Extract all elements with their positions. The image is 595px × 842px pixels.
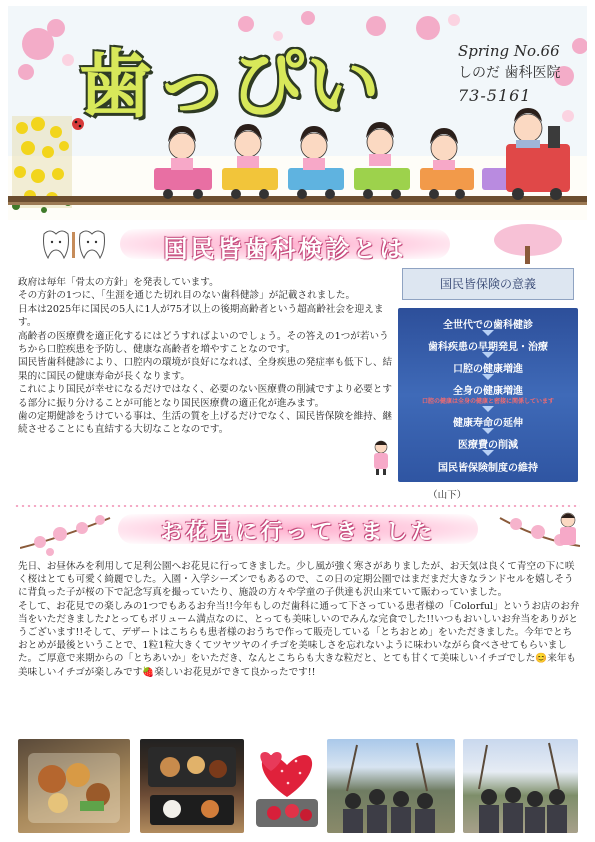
cherry-tree-icon — [486, 222, 570, 266]
group-photo — [327, 739, 455, 833]
down-arrow-icon — [482, 428, 494, 434]
section-title-banner — [118, 514, 478, 544]
issue-info — [458, 42, 586, 105]
meal-photo — [140, 739, 244, 833]
down-arrow-icon — [482, 330, 494, 336]
paragraph: 政府は毎年「骨太の方針」を発表しています。 — [18, 277, 219, 288]
flow-step: 全世代での歯科健診 — [443, 320, 533, 331]
paragraph: 先日、お昼休みを利用して足利公園へお花見に行ってきました。少し風が強く寒さがありましたが、お天気は良くて青空の下に咲く桜はとても可愛く綺麗でした。入園・入学シーズンでもあるので、この日の定期公園ではまだまだ大きなランドセルを嬉しそうに背負った子が桜の下で記念写真を撮っていたり、施設の方々や学童の子供達も沢山来ていて賑わっていました。 — [18, 561, 575, 599]
bento-photo — [18, 739, 130, 833]
section-title-banner — [120, 229, 450, 263]
flow-step: 歯科疾患の早期発見・治療 — [428, 342, 548, 353]
down-arrow-icon — [482, 374, 494, 380]
flow-step: 口腔の健康増進 — [453, 364, 523, 375]
heart-icon — [258, 750, 284, 772]
down-arrow-icon — [482, 450, 494, 456]
paragraph: 歯の定期健診をうけている事は、生活の質を上げるだけでなく、国民皆保険を維持、継続させることにも直結する大切なことなのです。 — [18, 411, 392, 436]
section-title: 国民皆歯科検診とは — [163, 235, 407, 263]
newsletter-title: 歯っぴい — [78, 42, 382, 128]
section-divider — [14, 505, 580, 507]
flow-step: 健康寿命の延伸 — [453, 418, 523, 429]
group-photo — [463, 739, 578, 833]
down-arrow-icon — [482, 406, 494, 412]
down-arrow-icon — [482, 352, 494, 358]
info-box-title: 国民皆保険の意義 — [402, 268, 574, 300]
paragraph: そして、お花見での楽しみの1つでもあるお弁当!!今年もしのだ歯科に通って下さっている患者様の「Colorful」というお店のお弁当をいただきました♪とってもボリューム満点なのに、とっても美味しいのでみんな完食でした!!いつもおいしいお弁当をありがとうございます!!そして、デザートはこちらも患者様のおうちで作って販売している「とちおとめ」をいただきました。今年でとちおとめが最後ということで、1粒1粒大きくてツヤツヤのイチゴを美味しさを忘れないように味わいながら食べさせてもらいました。ご厚意で来期からの「とちあいか」をいただき、なんとこちらも大きな粒だと、とても甘くて美味しいイチゴでした😊来年も美味しいイチゴが楽しみです🍓楽しいお花見ができて良かったです!! — [18, 600, 580, 678]
flow-step: 全身の健康増進 — [453, 386, 523, 397]
issue-label: Spring No.66 — [458, 42, 560, 60]
masthead — [8, 6, 587, 220]
author: （山下） — [428, 490, 467, 501]
flow-diagram — [398, 308, 578, 482]
tooth-mascot-icon — [40, 228, 110, 262]
article-national-dental-checkup — [18, 276, 398, 437]
paragraph: 日本は2025年に国民の5人に1人が75才以上の後期高齢者という超高齢社会を迎えます。 — [18, 303, 384, 329]
paragraph: 国民皆歯科健診により、口腔内の環境が良好になれば、全身疾患の発症率も低下し、結果的に国民の健康寿命が長くなります。 — [18, 357, 393, 382]
flow-step: 国民皆保険制度の維持 — [438, 463, 538, 474]
insurance-significance-box — [398, 264, 578, 482]
flow-step: 医療費の削減 — [458, 440, 518, 451]
flow-note: 口腔の健康は全身の健康と密接に関係しています — [421, 398, 554, 405]
cherry-branch-left-icon — [20, 508, 120, 558]
phone-number: 73-5161 — [458, 86, 532, 105]
paragraph: その方針の1つに、「生涯を通じた切れ目のない歯科健診」が記載されました。 — [18, 290, 356, 302]
staff-illustration-icon — [556, 512, 580, 552]
clinic-name: しのだ 歯科医院 — [458, 65, 561, 81]
article-cherry-blossom-viewing — [18, 560, 580, 679]
paragraph: 高齢者の医療費を適正化するにはどうすればよいのでしょう。その答えの1つが若いうちから口腔疾患を予防し、健康な高齢者を増やすことなのです。 — [18, 330, 389, 356]
staff-illustration-icon — [370, 440, 392, 476]
section-title: お花見に行ってきました — [160, 520, 436, 545]
paragraph: これにより国民が幸せになるだけではなく、必要のない医療費の削減ですより必要とする部分に振り分けることが可能となり国民医療費の適正化が進みます。 — [18, 384, 392, 409]
